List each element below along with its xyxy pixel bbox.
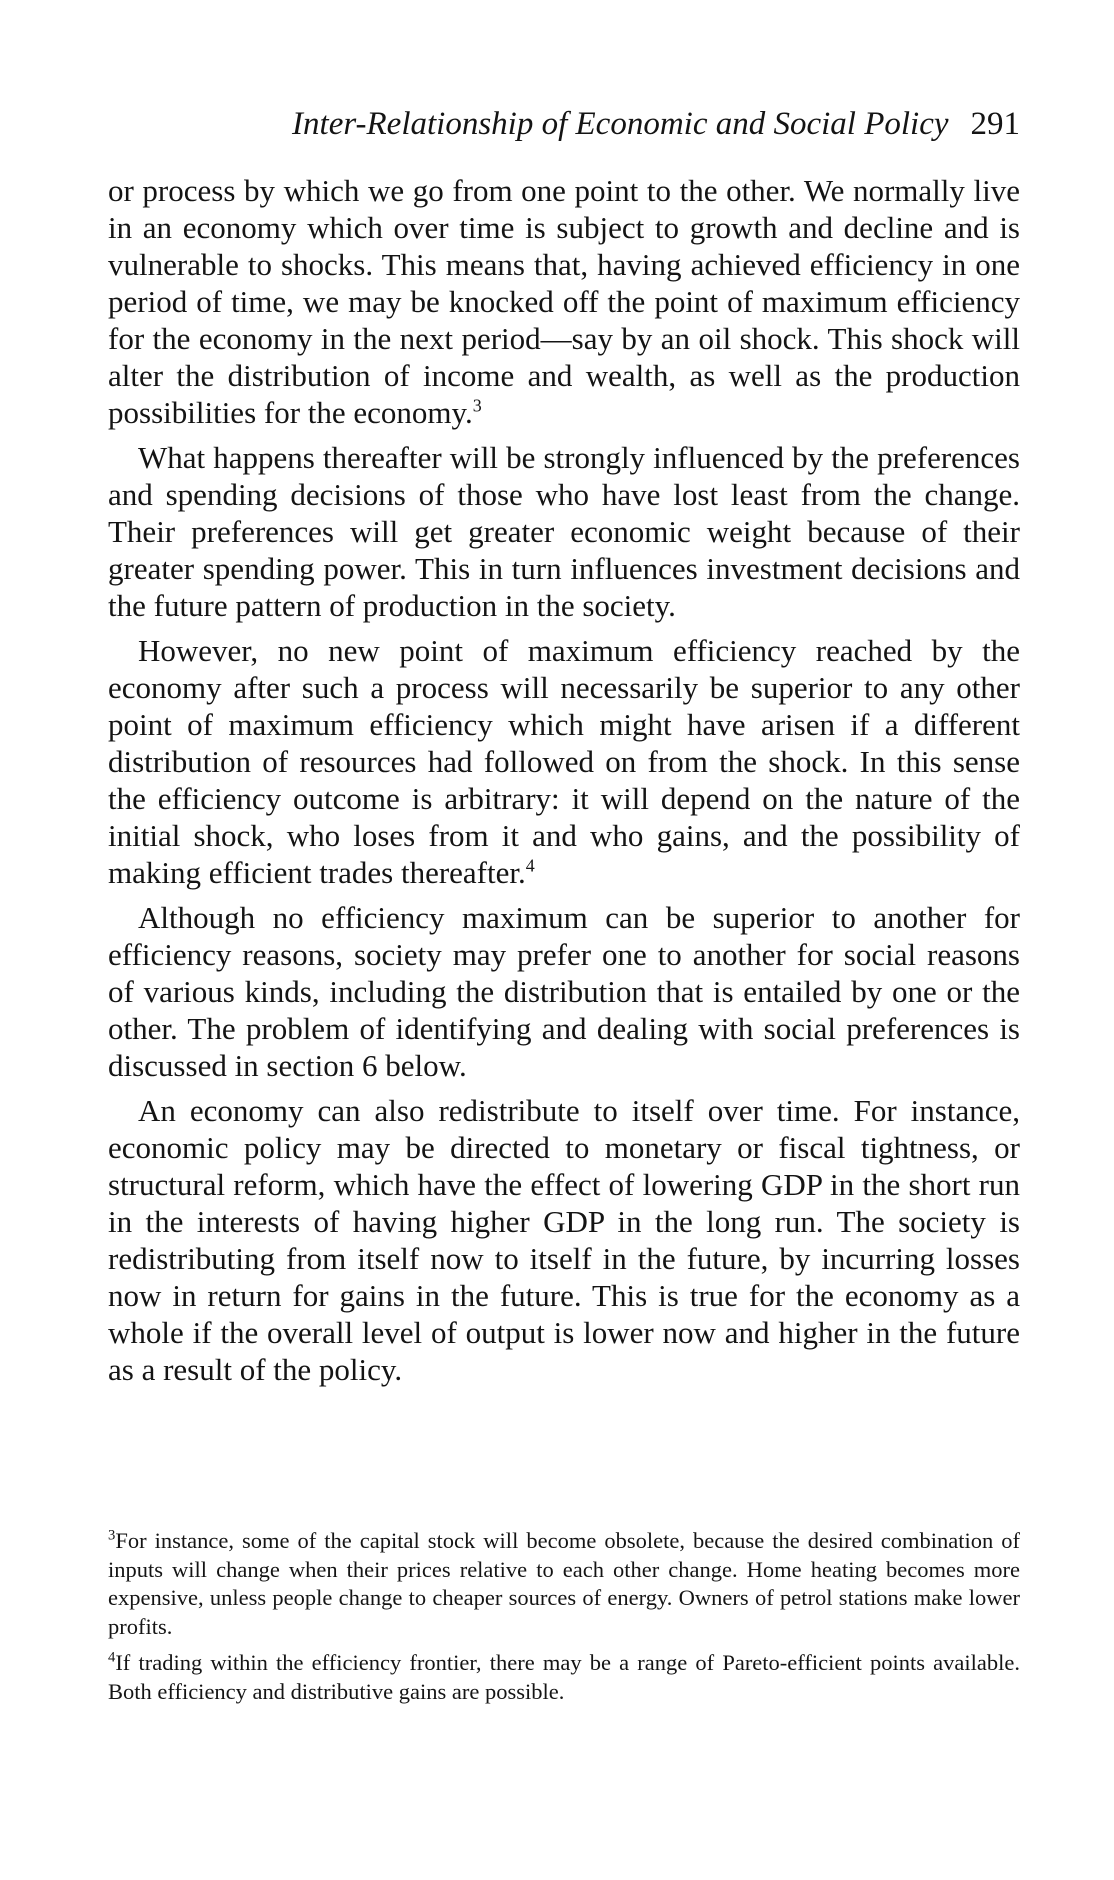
footnote-3-mark: 3 <box>108 1527 116 1544</box>
running-head-title: Inter-Relationship of Economic and Social Policy <box>292 106 949 142</box>
paragraph-2 <box>108 439 1020 624</box>
footnotes <box>108 1527 1020 1714</box>
paragraph-3-text: However, no new point of maximum efficiency reached by the economy after such a process will necessarily be superior to any other point of maximum efficiency which might have arisen if a different distribution of resources had followed on from the shock. In this sense the efficiency outcome is arbitrary: it will depend on the nature of the initial shock, who loses from it and who gains, and the possibility of making efficient trades thereafter. <box>108 633 1020 890</box>
footnote-3-text: For instance, some of the capital stock will become obsolete, because the desired combination of inputs will change when their prices relative to each other change. Home heating becomes more expensive, unless people change to cheaper sources of energy. Owners of petrol stations make lower profits. <box>108 1528 1020 1639</box>
footnote-4 <box>108 1649 1020 1706</box>
paragraph-5 <box>108 1092 1020 1388</box>
paragraph-4-text: Although no efficiency maximum can be superior to another for efficiency reasons, society may prefer one to another for social reasons of various kinds, including the distribution that is entailed by one or the other. The problem of identifying and dealing with social preferences is discussed in section 6 below. <box>108 900 1020 1083</box>
footnote-ref-3: 3 <box>472 395 482 416</box>
running-header <box>108 104 1020 144</box>
body-text <box>108 172 1020 1396</box>
paragraph-2-text: What happens thereafter will be strongly influenced by the preferences and spending decisions of those who have lost least from the change. Their preferences will get greater economic weight because of their greater spending power. This in turn influences investment decisions and the future pattern of production in the society. <box>108 440 1020 623</box>
paragraph-3 <box>108 632 1020 891</box>
paragraph-1-text: or process by which we go from one point to the other. We normally live in an economy which over time is subject to growth and decline and is vulnerable to shocks. This means that, having achieved efficiency in one period of time, we may be knocked off the point of maximum efficiency for the economy in the next period—say by an oil shock. This shock will alter the distribution of income and wealth, as well as the production possibilities for the economy. <box>108 173 1020 430</box>
footnote-ref-4: 4 <box>525 855 535 876</box>
footnote-4-text: If trading within the efficiency frontier, there may be a range of Pareto-efficient points available. Both efficiency and distributive gains are possible. <box>108 1650 1020 1704</box>
paragraph-4 <box>108 899 1020 1084</box>
footnote-3 <box>108 1527 1020 1641</box>
paragraph-5-text: An economy can also redistribute to itself over time. For instance, economic policy may be directed to monetary or fiscal tightness, or structural reform, which have the effect of lowering GDP in the short run in the interests of having higher GDP in the long run. The society is redistributing from itself now to itself in the future, by incurring losses now in return for gains in the future. This is true for the economy as a whole if the overall level of output is lower now and higher in the future as a result of the policy. <box>108 1093 1020 1387</box>
page-number: 291 <box>970 106 1020 142</box>
footnote-4-mark: 4 <box>108 1649 116 1666</box>
paragraph-1 <box>108 172 1020 431</box>
